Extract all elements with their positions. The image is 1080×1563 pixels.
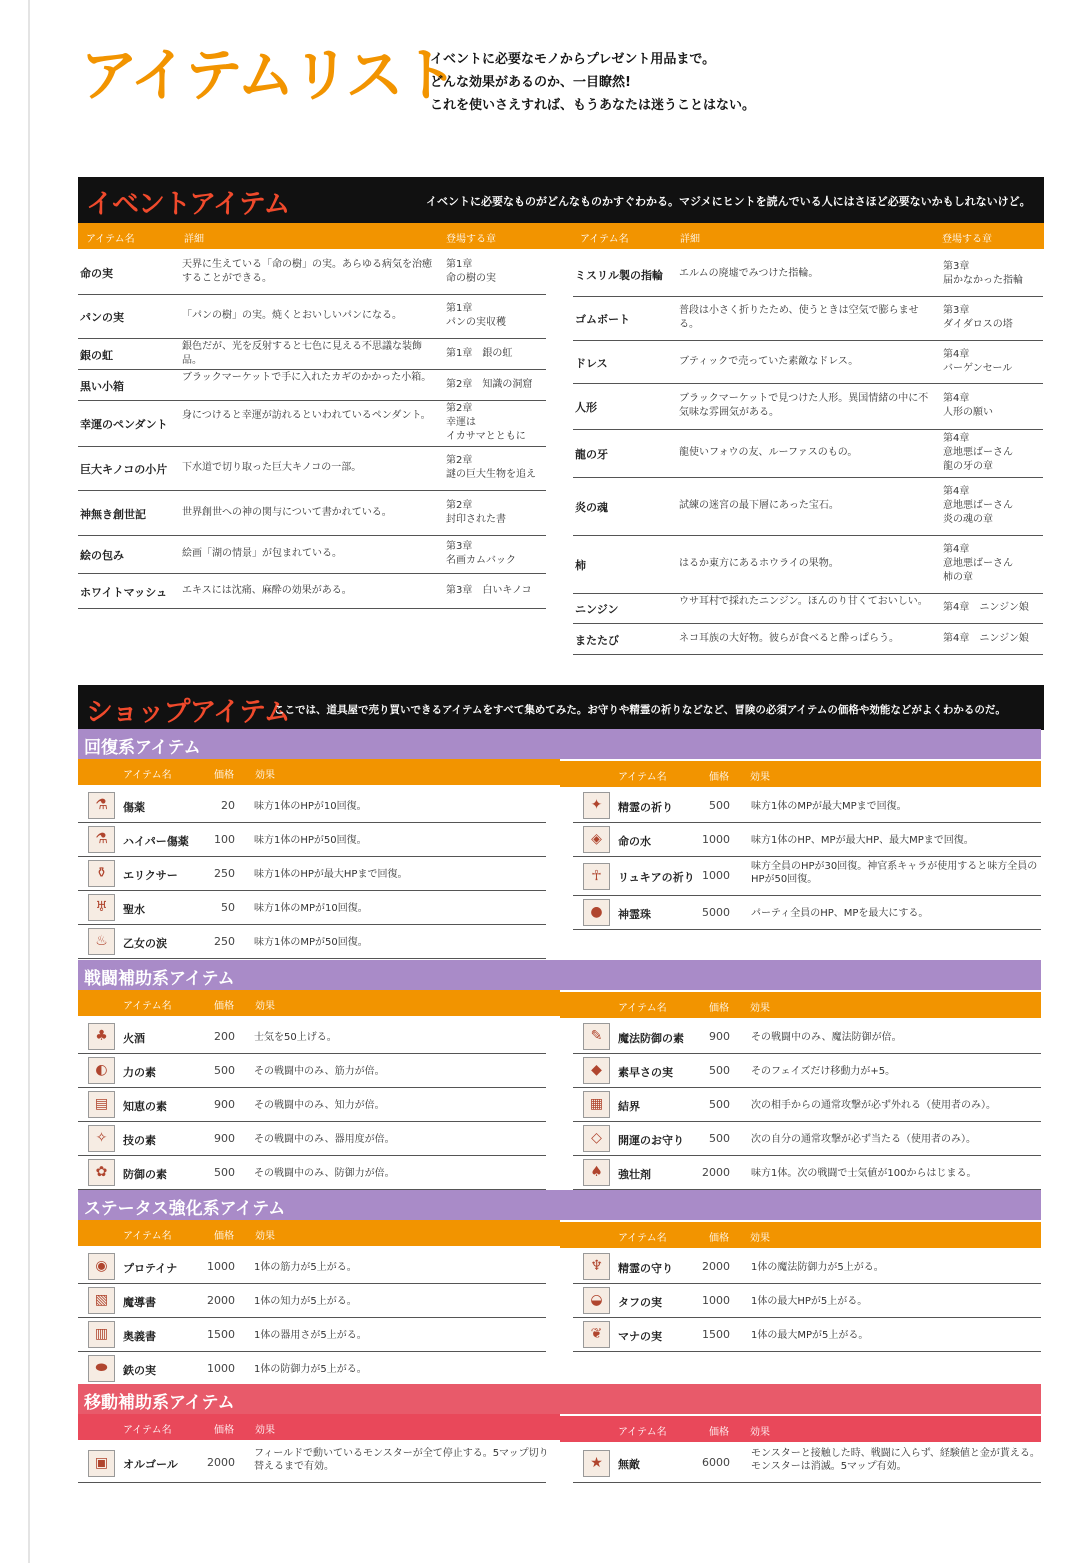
shop-item-name: オルゴール: [123, 1458, 178, 1471]
shop-item-row: [573, 1250, 1041, 1284]
event-item-detail: 身につけると幸運が訪れるといわれているペンダント。: [182, 410, 431, 421]
shop-item-effect: 1体の知力が5上がる。: [254, 1295, 357, 1307]
event-item-detail: ウサ耳村で採れたニンジン。ほんのり甘くておいしい。: [679, 596, 928, 607]
col-detail: 詳細: [184, 234, 204, 245]
event-item-row: [573, 429, 1043, 478]
col-chapter: 登場する章: [446, 234, 496, 245]
shop-item-effect: 味方1体のMPが最大MPまで回復。: [751, 800, 907, 812]
shop-item-price: 6000: [702, 1456, 730, 1469]
event-item-name: またたび: [575, 633, 619, 647]
shop-item-price: 250: [214, 866, 235, 880]
potion-icon: ⚗: [88, 826, 115, 853]
water-icon: ◈: [583, 826, 610, 853]
col-effect: 効果: [255, 1001, 275, 1012]
shop-column-header: [560, 992, 1041, 1018]
shop-item-row: [78, 1088, 546, 1122]
event-item-chapter: 第1章 銀の虹: [446, 347, 513, 359]
shop-item-name: プロテイナ: [123, 1261, 178, 1275]
col-effect: 効果: [255, 1425, 275, 1436]
event-item-row: [573, 296, 1043, 341]
col-price: 価格: [709, 1003, 729, 1014]
shop-item-row: [78, 1020, 546, 1054]
shop-item-name: 力の素: [123, 1065, 156, 1079]
col-effect: 効果: [255, 1231, 275, 1242]
shop-item-name: 乙女の涙: [123, 936, 167, 950]
star-icon: ★: [583, 1450, 610, 1477]
event-item-detail: 絵画「湖の情景」が包まれている。: [182, 548, 342, 559]
event-item-row: [573, 340, 1043, 384]
event-item-row: [78, 535, 546, 574]
shop-category-header: [78, 1384, 1041, 1414]
event-item-row: [573, 593, 1043, 624]
event-item-row: [78, 294, 546, 339]
shop-item-name: 聖水: [123, 902, 145, 916]
event-item-chapter: 第3章 ダイダロスの塔: [943, 305, 1013, 330]
col-price: 価格: [214, 1231, 234, 1242]
shop-item-price: 100: [214, 832, 235, 846]
event-item-row: [78, 446, 546, 491]
col-item-name: アイテム名: [618, 1233, 667, 1244]
shop-item-row: [573, 1318, 1041, 1352]
shop-item-effect: 次の相手からの通常攻撃が必ず外れる（使用者のみ）。: [751, 1099, 996, 1111]
col-item-name: アイテム名: [123, 1231, 172, 1242]
lead-line: これを使いさえすれば、もうあなたは迷うことはない。: [430, 98, 756, 113]
shop-item-effect: その戦闘中のみ、筋力が倍。: [254, 1065, 385, 1077]
shop-item-name: 鉄の実: [123, 1363, 156, 1377]
event-item-detail: ブラックマーケットで見つけた人形。異国情緒の中に不気味な雰囲気がある。: [679, 393, 929, 418]
event-item-row: [78, 369, 546, 401]
event-item-chapter: 第2章 幸運は イカサマとともに: [446, 403, 526, 442]
event-item-detail: 世界創世への神の関与について書かれている。: [182, 506, 392, 518]
col-chapter: 登場する章: [942, 234, 992, 245]
shop-item-price: 1000: [207, 1259, 235, 1273]
shop-item-name: 防御の素: [123, 1167, 167, 1181]
book-icon: ▤: [88, 1091, 115, 1118]
capsule-icon: ◉: [88, 1253, 115, 1280]
nut-icon: ◒: [583, 1287, 610, 1314]
shop-item-effect: 味方1体のHPが50回復。: [254, 834, 367, 846]
col-price: 価格: [709, 772, 729, 783]
col-price: 価格: [709, 1427, 729, 1438]
event-item-name: ミスリル製の指輪: [575, 268, 663, 282]
event-section-header: [78, 177, 1044, 223]
shop-item-price: 20: [221, 798, 235, 812]
shop-item-row: [78, 1284, 546, 1318]
event-item-chapter: 第4章 人形の願い: [943, 393, 993, 418]
event-item-row: [573, 383, 1043, 430]
shop-item-row: [78, 857, 546, 891]
event-item-chapter: 第2章 封印された書: [446, 499, 506, 525]
flower-icon: ✿: [88, 1159, 115, 1186]
shop-item-price: 1000: [702, 1293, 730, 1307]
event-item-row: [78, 490, 546, 536]
event-item-name: 巨大キノコの小片: [80, 463, 168, 476]
shop-item-name: リュキアの祈り: [618, 871, 695, 884]
shop-item-row: [78, 891, 546, 925]
event-item-chapter: 第1章 命の樹の実: [446, 258, 496, 284]
music-box-icon: ▣: [88, 1450, 115, 1477]
shop-item-effect: 1体の魔法防御力が5上がる。: [751, 1261, 884, 1273]
col-item-name: アイテム名: [123, 1425, 172, 1436]
shop-item-effect: 1体の最大HPが5上がる。: [751, 1295, 868, 1307]
shop-item-effect: 次の自分の通常攻撃が必ず当たる（使用者のみ）。: [751, 1133, 976, 1145]
col-effect: 効果: [750, 1003, 770, 1014]
shop-item-row: [78, 1444, 549, 1483]
event-item-name: 神無き創世記: [80, 507, 146, 521]
shop-item-effect: 味方1体。次の戦闘で士気値が100からはじまる。: [751, 1167, 977, 1179]
shop-column-header: [560, 761, 1041, 787]
shop-item-effect: 1体の防御力が5上がる。: [254, 1363, 367, 1375]
col-item-name: アイテム名: [86, 234, 135, 245]
amulet-icon: ◇: [583, 1125, 610, 1152]
shop-item-price: 250: [214, 934, 235, 948]
shop-item-row: [573, 896, 1041, 930]
shop-item-price: 2000: [702, 1259, 730, 1273]
seed-icon: ⬬: [88, 1355, 115, 1382]
shop-column-header: [560, 1222, 1041, 1248]
bottle-icon: ♨: [88, 928, 115, 955]
event-item-row: [573, 477, 1043, 536]
shop-item-row: [573, 857, 1041, 896]
event-item-name: ニンジン: [575, 603, 619, 616]
event-item-detail: ブラックマーケットで手に入れたカギのかかった小箱。: [182, 372, 432, 383]
shop-item-name: 素早さの実: [618, 1065, 673, 1079]
event-item-detail: 天界に生えている「命の樹」の実。あらゆる病気を治癒することができる。: [182, 258, 432, 284]
shop-item-name: 技の素: [123, 1133, 156, 1147]
shop-item-price: 500: [709, 1131, 730, 1145]
col-item-name: アイテム名: [580, 234, 629, 245]
shop-item-price: 50: [221, 900, 235, 914]
shop-column-header: [78, 990, 560, 1016]
col-effect: 効果: [750, 772, 770, 783]
event-item-name: 柿: [575, 559, 586, 572]
col-price: 価格: [214, 1425, 234, 1436]
shop-item-row: [78, 925, 546, 959]
shop-item-effect: 味方1体のHP、MPが最大HP、最大MPまで回復。: [751, 834, 974, 846]
event-item-detail: ネコ耳族の大好物。彼らが食べると酔っぱらう。: [679, 632, 899, 644]
shop-column-header: [560, 1416, 1041, 1442]
shop-item-name: 強壮剤: [618, 1167, 651, 1181]
shop-item-price: 5000: [702, 905, 730, 919]
event-item-chapter: 第1章 パンの実収穫: [446, 303, 506, 328]
spirit-icon: ✦: [583, 792, 610, 819]
leaf-icon: ❦: [583, 1321, 610, 1348]
shop-item-name: 神霊珠: [618, 907, 651, 921]
shop-item-effect: 味方1体のHPが10回復。: [254, 800, 367, 812]
wand-icon: ✎: [583, 1023, 610, 1050]
shop-column-header: [78, 759, 560, 785]
chalice-icon: ♅: [88, 894, 115, 921]
shop-item-effect: その戦闘中のみ、知力が倍。: [254, 1099, 385, 1111]
shop-item-name: 無敵: [618, 1458, 640, 1471]
shop-item-row: [78, 1250, 546, 1284]
event-item-name: 龍の牙: [575, 448, 608, 461]
event-item-name: 人形: [575, 401, 597, 414]
shop-item-name: 精霊の祈り: [618, 800, 673, 814]
shop-item-effect: 1体の最大MPが5上がる。: [751, 1329, 869, 1341]
guardian-icon: ♆: [583, 1253, 610, 1280]
event-item-row: [78, 573, 546, 609]
shop-item-name: 火酒: [123, 1031, 145, 1045]
shop-item-name: マナの実: [618, 1329, 662, 1343]
fruit-icon: ◆: [583, 1057, 610, 1084]
event-item-detail: 下水道で切り取った巨大キノコの一部。: [182, 462, 362, 473]
shop-item-price: 2000: [207, 1293, 235, 1307]
event-item-row: [78, 338, 546, 370]
col-item-name: アイテム名: [618, 772, 667, 783]
shop-category-title: 回復系アイテム: [84, 738, 201, 758]
col-effect: 効果: [750, 1427, 770, 1438]
col-effect: 効果: [255, 770, 275, 781]
shop-item-name: エリクサー: [123, 868, 178, 882]
shop-item-effect: そのフェイズだけ移動力が+5。: [751, 1065, 896, 1077]
shop-item-price: 500: [709, 1097, 730, 1111]
shop-item-name: 魔導書: [123, 1295, 156, 1309]
shop-item-name: 知恵の素: [123, 1099, 167, 1113]
shop-item-effect: その戦闘中のみ、防御力が倍。: [254, 1167, 395, 1179]
col-price: 価格: [214, 770, 234, 781]
shop-item-price: 200: [214, 1029, 235, 1043]
shop-column-header: [78, 1414, 560, 1440]
shop-item-effect: その戦闘中のみ、器用度が倍。: [254, 1133, 395, 1145]
event-item-detail: 「パンの樹」の実。焼くとおいしいパンになる。: [182, 310, 402, 321]
shop-category-header: [78, 1190, 1041, 1220]
shop-item-price: 1000: [702, 832, 730, 846]
event-item-detail: 試練の迷宮の最下層にあった宝石。: [679, 500, 839, 511]
event-section-desc: イベントに必要なものがどんなものかすぐわかる。マジメにヒントを読んでいる人にはさほど必要ないかもしれないけど。: [426, 195, 1031, 208]
lead-line: イベントに必要なモノからプレゼント用品まで。: [430, 52, 716, 67]
col-price: 価格: [709, 1233, 729, 1244]
col-item-name: アイテム名: [123, 770, 172, 781]
event-item-row: [573, 623, 1043, 655]
shop-item-price: 2000: [207, 1456, 235, 1469]
event-item-name: 絵の包み: [80, 549, 124, 562]
pouch-icon: ◐: [88, 1057, 115, 1084]
event-item-chapter: 第3章 届かなかった指輪: [943, 260, 1023, 286]
shop-item-price: 1000: [207, 1361, 235, 1375]
shop-item-name: 魔法防御の素: [618, 1031, 684, 1045]
shop-item-effect: モンスターと接触した時、戦闘に入らず、経験値と金が貰える。モンスターは消滅。5マップ有効。: [751, 1448, 1040, 1472]
page-title: アイテムリスト: [80, 41, 456, 109]
shop-item-effect: その戦闘中のみ、魔法防御が倍。: [751, 1031, 902, 1043]
shop-item-row: [78, 1054, 546, 1088]
event-item-name: 炎の魂: [575, 501, 608, 514]
shop-section-desc: ここでは、道具屋で売り買いできるアイテムをすべて集めてみた。お守りや精霊の祈りなどなど、冒険の必須アイテムの価格や効能などがよくわかるのだ。: [274, 704, 1006, 716]
shop-item-row: [573, 1122, 1041, 1156]
event-item-row: [78, 400, 546, 447]
shop-item-effect: 味方1体のMPが10回復。: [254, 902, 368, 914]
shop-item-effect: 味方1体のMPが50回復。: [254, 936, 368, 948]
shop-item-price: 1000: [702, 869, 730, 882]
event-item-name: 命の実: [80, 266, 113, 280]
shop-item-row: [78, 1352, 546, 1386]
col-item-name: アイテム名: [618, 1003, 667, 1014]
event-item-row: [573, 535, 1043, 594]
potion-icon: ⚗: [88, 792, 115, 819]
col-detail: 詳細: [680, 234, 700, 245]
shop-item-price: 900: [214, 1097, 235, 1111]
event-item-chapter: 第3章 白いキノコ: [446, 584, 532, 596]
shop-item-price: 1500: [702, 1327, 730, 1341]
event-item-name: ゴムボート: [575, 313, 630, 326]
event-item-row: [78, 249, 546, 295]
lead-text: [430, 48, 755, 117]
event-item-name: ホワイトマッシュ: [80, 585, 168, 599]
shop-item-price: 500: [214, 1165, 235, 1179]
col-item-name: アイテム名: [618, 1427, 667, 1438]
shop-item-effect: 味方全員のHPが30回復。神官系キャラが使用すると味方全員のHPが50回復。: [751, 861, 1038, 885]
event-item-chapter: 第4章 意地悪ばーさん 龍の牙の章: [943, 433, 1013, 472]
shop-category-title: 移動補助系アイテム: [84, 1393, 235, 1413]
event-item-chapter: 第4章 ニンジン娘: [943, 632, 1029, 644]
shop-item-name: 奥義書: [123, 1329, 156, 1343]
flask-icon: ⚱: [88, 860, 115, 887]
event-item-chapter: 第4章 ニンジン娘: [943, 602, 1029, 613]
shop-item-price: 500: [214, 1063, 235, 1077]
scroll-icon: ▧: [88, 1287, 115, 1314]
event-item-detail: エキスには沈痛、麻酔の効果がある。: [182, 584, 352, 596]
event-item-detail: はるか東方にあるホウライの果物。: [679, 558, 839, 569]
event-item-row: [573, 251, 1043, 297]
shop-item-row: [573, 1444, 1041, 1483]
event-item-chapter: 第2章 知識の洞窟: [446, 378, 533, 390]
event-item-name: ドレス: [575, 356, 608, 370]
shop-item-row: [78, 823, 546, 857]
event-item-detail: 普段は小さく折りたため、使うときは空気で膨らませる。: [679, 305, 919, 330]
charm-icon: ▦: [583, 1091, 610, 1118]
shop-item-price: 500: [709, 1063, 730, 1077]
event-item-chapter: 第4章 意地悪ばーさん 炎の魂の章: [943, 486, 1013, 525]
shop-item-name: 傷薬: [123, 800, 145, 814]
event-item-name: 幸運のペンダント: [80, 418, 168, 431]
tonic-icon: ♠: [583, 1159, 610, 1186]
shop-item-price: 2000: [702, 1165, 730, 1179]
shop-section-header: [78, 685, 1044, 730]
shop-section-title: ショップアイテム: [86, 697, 290, 728]
shop-category-header: [78, 960, 1041, 990]
col-item-name: アイテム名: [123, 1001, 172, 1012]
shop-item-row: [78, 1156, 546, 1190]
shop-item-name: 結界: [618, 1099, 640, 1113]
shop-item-effect: 士気を50上げる。: [254, 1031, 337, 1043]
shop-item-price: 500: [709, 798, 730, 812]
shop-item-name: タフの実: [618, 1295, 662, 1309]
shop-item-row: [573, 1088, 1041, 1122]
shop-item-row: [573, 1020, 1041, 1054]
jug-icon: ♣: [88, 1023, 115, 1050]
shop-item-effect: 味方1体のHPが最大HPまで回復。: [254, 868, 408, 880]
shop-item-name: 精霊の守り: [618, 1261, 673, 1275]
event-section-title: イベントアイテム: [86, 189, 290, 220]
event-item-detail: ブティックで売っていた素敵なドレス。: [679, 355, 859, 367]
event-item-name: パンの実: [80, 311, 124, 324]
prayer-icon: ☥: [583, 863, 610, 890]
shop-item-effect: パーティ全員のHP、MPを最大にする。: [751, 907, 929, 919]
event-item-chapter: 第4章 バーゲンセール: [943, 348, 1013, 374]
event-item-chapter: 第3章 名画カムバック: [446, 541, 516, 566]
shop-item-row: [573, 1284, 1041, 1318]
col-price: 価格: [214, 1001, 234, 1012]
shop-item-effect: フィールドで動いているモンスターが全て停止する。5マップ切り替えるまで有効。: [254, 1448, 549, 1472]
shop-category-header: [78, 729, 1041, 759]
shop-item-effect: 1体の器用さが5上がる。: [254, 1329, 367, 1341]
shop-item-row: [78, 789, 546, 823]
shop-item-row: [78, 1122, 546, 1156]
event-item-detail: 龍使いフォウの友、ルーファスのもの。: [679, 447, 858, 458]
shop-item-name: ハイパー傷薬: [123, 834, 189, 848]
shop-item-row: [573, 789, 1041, 823]
shop-category-title: ステータス強化系アイテム: [84, 1199, 286, 1219]
tome-icon: ▥: [88, 1321, 115, 1348]
event-column-header: [78, 223, 1044, 249]
event-item-chapter: 第2章 謎の巨大生物を追え: [446, 455, 536, 480]
event-item-detail: 銀色だが、光を反射すると七色に見える不思議な装飾品。: [182, 341, 422, 366]
event-item-name: 黒い小箱: [80, 379, 124, 393]
event-item-detail: エルムの廃墟でみつけた指輪。: [679, 267, 819, 279]
shop-item-name: 開運のお守り: [618, 1133, 684, 1147]
shop-item-row: [78, 1318, 546, 1352]
event-item-name: 銀の虹: [80, 348, 113, 362]
shop-item-row: [573, 1054, 1041, 1088]
shop-item-effect: 1体の筋力が5上がる。: [254, 1261, 357, 1273]
col-effect: 効果: [750, 1233, 770, 1244]
shop-column-header: [78, 1220, 560, 1246]
shop-item-row: [573, 823, 1041, 857]
shop-item-name: 命の水: [618, 834, 651, 848]
orb-icon: ●: [583, 899, 610, 926]
shop-category-title: 戦闘補助系アイテム: [84, 969, 235, 989]
shop-item-price: 1500: [207, 1327, 235, 1341]
lead-line: どんな効果があるのか、一目瞭然!: [430, 75, 631, 90]
shop-item-price: 900: [709, 1029, 730, 1043]
shop-item-row: [573, 1156, 1041, 1190]
shop-item-price: 900: [214, 1131, 235, 1145]
event-item-chapter: 第4章 意地悪ばーさん 柿の章: [943, 544, 1013, 583]
feather-icon: ✧: [88, 1125, 115, 1152]
